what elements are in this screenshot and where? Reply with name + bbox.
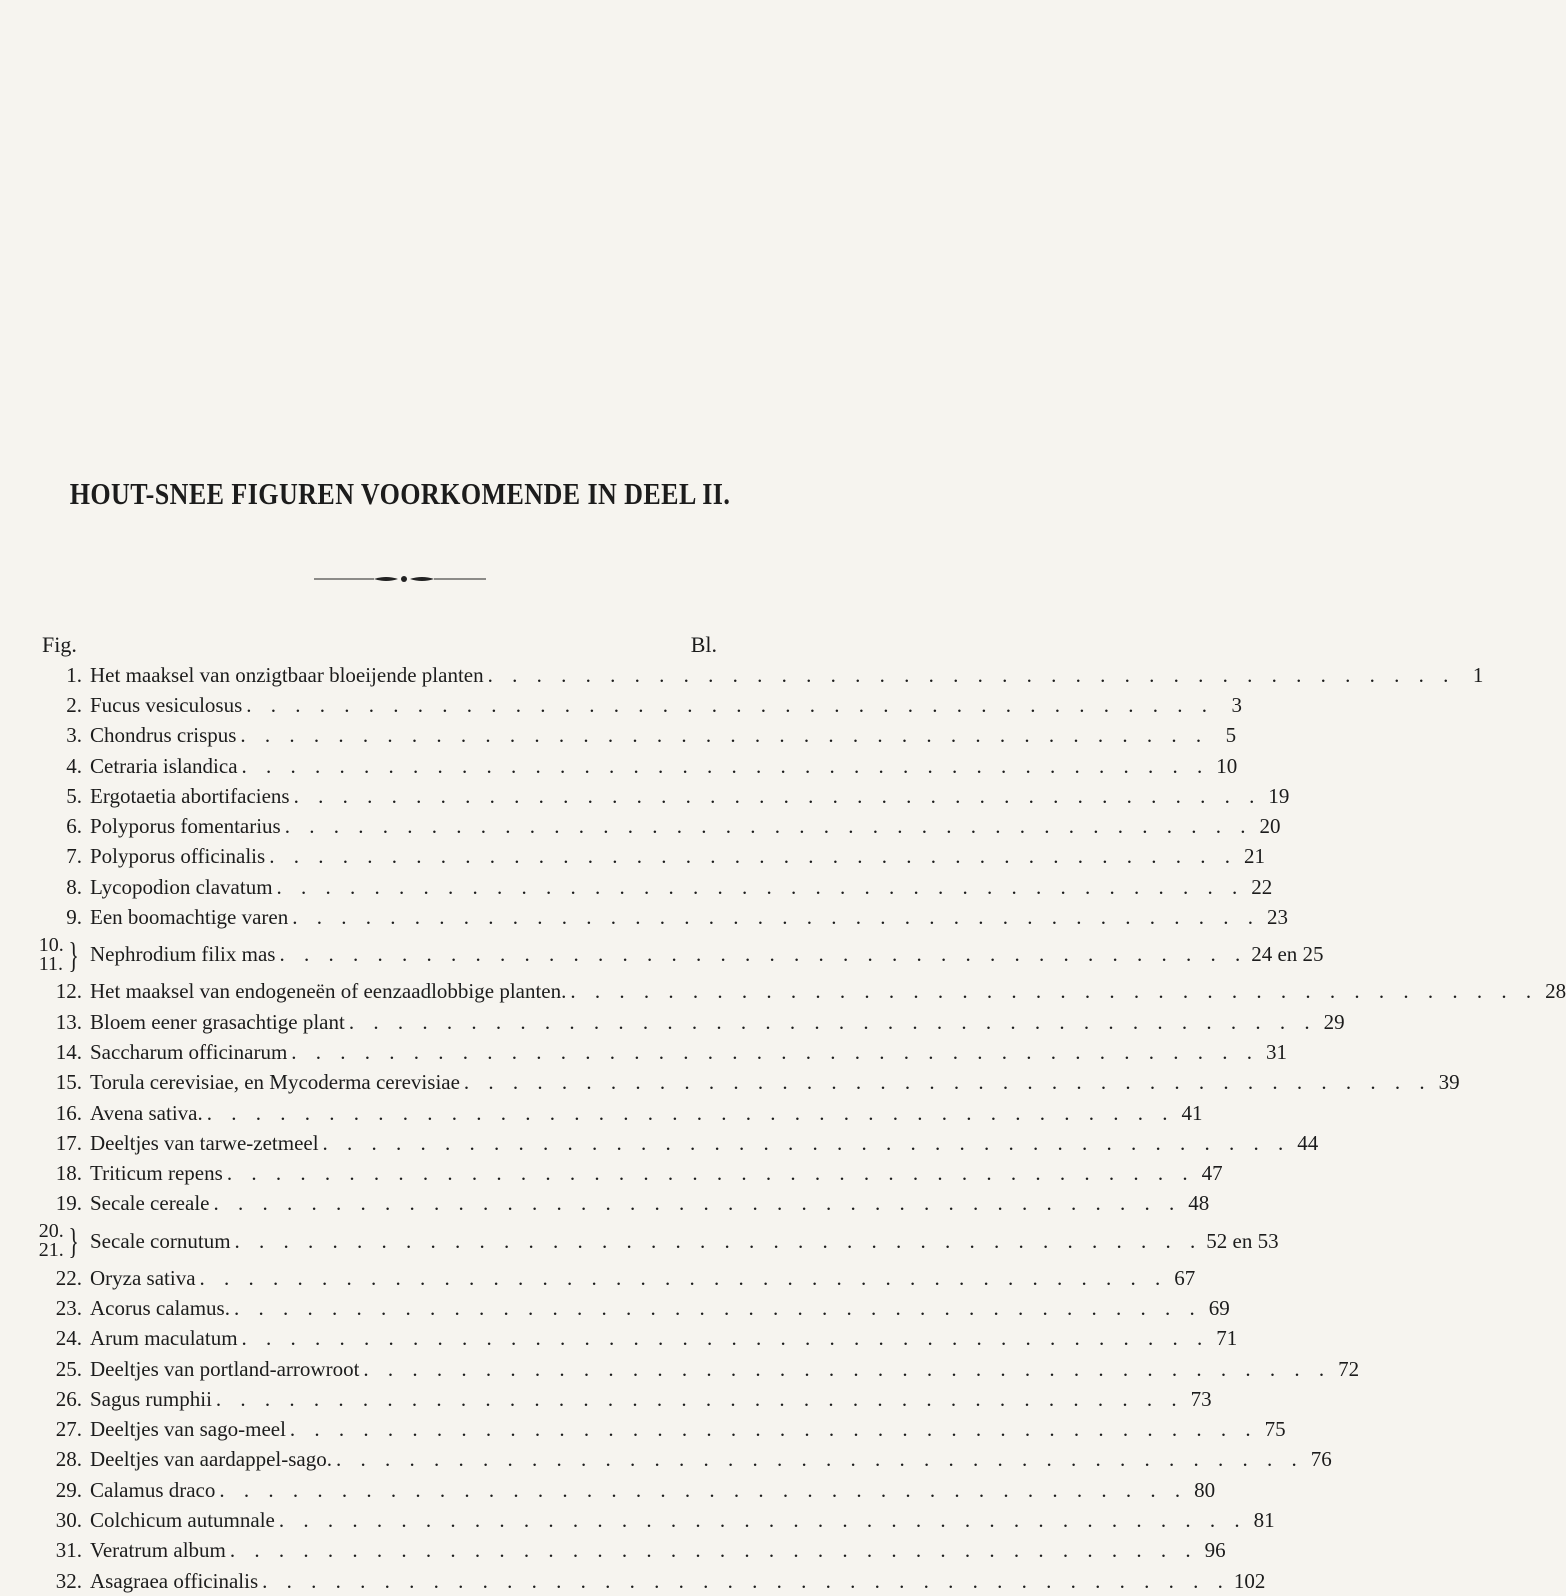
page-number: 3 [1231,692,1242,717]
dot-leader: . . . . . . . . . . . . . . . . . . . . . . . . . . . . . . . . . . . . . . . . [269,844,1237,869]
figure-number: 13. [55,1009,82,1034]
page-number: 67 [1174,1265,1196,1290]
dot-leader: . . . . . . . . . . . . . . . . . . . . . . . . . . . . . . . . . . . . . . . . [292,905,1260,930]
figure-title: Polyporus fomentarius [90,814,281,839]
figure-number: 23. [55,1295,82,1320]
dot-leader: . . . . . . . . . . . . . . . . . . . . . . . . . . . . . . . . . . . . . . . . [215,1386,1184,1411]
list-item [40,811,1281,841]
figure-title: Sagus rumphii [90,1386,212,1411]
dot-leader: . . . . . . . . . . . . . . . . . . . . . . . . . . . . . . . . . . . . . . . . [348,1009,1317,1034]
column-header-fig: Fig. [42,632,77,657]
page-number: 24 en 25 [1251,942,1324,967]
dot-leader: . . . . . . . . . . . . . . . . . . . . . . . . . . . . . . . . . . . . . . . . [241,753,1210,778]
figure-title: Calamus draco [90,1477,216,1502]
figure-number: 5. [66,783,82,808]
page-number: 71 [1216,1326,1238,1351]
figure-title: Oryza sativa [90,1265,196,1290]
page-number: 28 [1545,979,1566,1004]
figure-number: 2. [66,692,82,717]
list-item [40,1263,1196,1293]
dot-leader: . . . . . . . . . . . . . . . . . . . . . . . . . . . . . . . . . . . . . . . . [199,1265,1168,1290]
list-item [40,1415,1286,1445]
figure-number: 28. [55,1447,82,1472]
dot-leader: . . . . . . . . . . . . . . . . . . . . . . . . . . . . . . . . . . . . . . . . [279,942,1248,967]
dot-leader: . . . . . . . . . . . . . . . . . . . . . . . . . . . . . . . . . . . . . . . . [206,1100,1175,1125]
page-number: 72 [1338,1356,1360,1381]
figure-number: 26. [55,1386,82,1411]
list-item [40,1098,1203,1128]
page-number: 44 [1297,1130,1319,1155]
figure-number: 11. [38,952,63,975]
figure-number: 8. [66,874,82,899]
page-number: 52 en 53 [1206,1228,1279,1253]
page-number: 39 [1438,1070,1460,1095]
figure-title: Arum maculatum [90,1326,238,1351]
figure-title: Colchicum autumnale [90,1508,275,1533]
figure-title: Een boomachtige varen [90,905,289,930]
figure-number: 22. [55,1265,82,1290]
page-number: 96 [1204,1538,1226,1563]
page-number: 23 [1267,905,1288,930]
page-number: 69 [1208,1295,1230,1320]
dot-leader: . . . . . . . . . . . . . . . . . . . . . . . . . . . . . . . . . . . . . . . . [234,1228,1203,1253]
dot-leader: . . . . . . . . . . . . . . . . . . . . . . . . . . . . . . . . . . . . . . . . [246,692,1214,717]
figure-title: Ergotaetia abortifaciens [90,783,290,808]
figure-number: 7. [66,844,82,869]
figure-list [38,660,1566,1596]
figure-number: 25. [55,1356,82,1381]
brace-icon: } [68,1221,79,1262]
list-item [40,1475,1216,1505]
figure-number: 6. [66,814,82,839]
figure-title: Nephrodium filix mas [90,942,276,967]
figure-title: Avena sativa. [90,1100,203,1125]
list-item [40,842,1265,872]
page-title: HOUT-SNEE FIGUREN VOORKOMENDE IN DEEL II. [69,476,731,511]
figure-number: 16. [55,1100,82,1125]
page-number: 41 [1181,1100,1203,1125]
dot-leader: . . . . . . . . . . . . . . . . . . . . . . . . . . . . . . . . . . . . . . . . [240,723,1209,748]
dot-leader: . . . . . . . . . . . . . . . . . . . . . . . . . . . . . . . . . . . . . . . . [233,1295,1202,1320]
figure-number: 9. [66,905,82,930]
brace-icon: } [68,934,79,975]
figure-number: 29. [55,1477,82,1502]
figure-number: 4. [66,753,82,778]
list-item [40,1354,1360,1384]
list-item [40,977,1566,1007]
page-number: 102 [1233,1568,1266,1593]
figure-number: 20. [38,1220,64,1243]
figure-title: Fucus vesiculosus [90,692,243,717]
figure-title: Cetraria islandica [90,753,238,778]
figure-title: Secale cereale [90,1191,210,1216]
dot-leader: . . . . . . . . . . . . . . . . . . . . . . . . . . . . . . . . . . . . . . . . [241,1326,1210,1351]
figure-title: Torula cerevisiae, en Mycoderma cerevisiae [90,1070,460,1095]
figure-number: 3. [66,723,82,748]
list-item [40,1037,1288,1067]
page-number: 10 [1216,753,1238,778]
list-item [40,1324,1238,1354]
list-item [40,1128,1319,1158]
list-item [40,721,1237,751]
figure-title: Triticum repens [90,1161,223,1186]
dot-leader: . . . . . . . . . . . . . . . . . . . . . . . . . . . . . . . . . . . . . . . . [463,1070,1432,1095]
figure-number-pair [38,933,82,975]
page-number: 76 [1310,1447,1332,1472]
figure-number: 14. [55,1039,82,1064]
page-number: 31 [1266,1039,1288,1064]
list-item [40,781,1290,811]
page-number: 19 [1268,783,1290,808]
page-number: 29 [1323,1009,1345,1034]
dot-leader: . . . . . . . . . . . . . . . . . . . . . . . . . . . . . . . . . . . . . . . . [278,1508,1247,1533]
dot-leader: . . . . . . . . . . . . . . . . . . . . . . . . . . . . . . . . . . . . . . . . [213,1191,1182,1216]
list-item [40,1007,1345,1037]
figure-number: 30. [55,1508,82,1533]
page-number: 81 [1253,1508,1275,1533]
figure-title: Polyporus officinalis [90,844,266,869]
list-item [40,1158,1223,1188]
figure-number: 24. [55,1326,82,1351]
dot-leader: . . . . . . . . . . . . . . . . . . . . . . . . . . . . . . . . . . . . . . . . [262,1568,1230,1593]
list-item [40,1189,1210,1219]
figure-title: Bloem eener grasachtige plant [90,1009,345,1034]
figure-number: 32. [55,1568,82,1593]
dot-leader: . . . . . . . . . . . . . . . . . . . . . . . . . . . . . . . . . . . . . . . . [322,1130,1291,1155]
figure-number-pair [40,1222,82,1260]
page-number: 1 [1472,662,1484,687]
dot-leader: . . . . . . . . . . . . . . . . . . . . . . . . . . . . . . . . . . . . . . . . [335,1447,1304,1472]
page-number: 21 [1243,844,1265,869]
page-number: 20 [1259,814,1281,839]
list-item [40,902,1288,932]
dot-leader: . . . . . . . . . . . . . . . . . . . . . . . . . . . . . . . . . . . . . . . . [570,979,1539,1004]
figure-title: Acorus calamus. [90,1295,230,1320]
dot-leader: . . . . . . . . . . . . . . . . . . . . . . . . . . . . . . . . . . . . . . . . [487,662,1456,687]
list-item [40,1384,1212,1414]
dot-leader: . . . . . . . . . . . . . . . . . . . . . . . . . . . . . . . . . . . . . . . . [219,1477,1188,1502]
figure-title: Deeltjes van sago-meel [90,1417,286,1442]
list-item [40,751,1238,781]
list-item [40,872,1273,902]
list-item [40,1536,1226,1566]
list-item [40,690,1242,720]
figure-number: 21. [38,1239,64,1262]
page-number: 22 [1251,874,1273,899]
dot-leader: . . . . . . . . . . . . . . . . . . . . . . . . . . . . . . . . . . . . . . . . [293,783,1262,808]
list-item [40,1505,1275,1535]
dot-leader: . . . . . . . . . . . . . . . . . . . . . . . . . . . . . . . . . . . . . . . . [226,1161,1195,1186]
list-item [38,1219,1279,1263]
figure-title: Deeltjes van tarwe-zetmeel [90,1130,319,1155]
list-item [40,1566,1266,1596]
page-number: 48 [1188,1191,1210,1216]
figure-title: Deeltjes van portland-arrowroot [90,1356,360,1381]
list-item [40,1445,1332,1475]
dot-leader: . . . . . . . . . . . . . . . . . . . . . . . . . . . . . . . . . . . . . . . . [229,1538,1198,1563]
figure-title: Secale cornutum [90,1228,231,1253]
column-header-page: Bl. [690,632,717,657]
figure-title: Asagraea officinalis [90,1568,259,1593]
figure-number: 18. [55,1161,82,1186]
figure-title: Het maaksel van onzigtbaar bloeijende planten [90,662,484,687]
dot-leader: . . . . . . . . . . . . . . . . . . . . . . . . . . . . . . . . . . . . . . . . [291,1039,1260,1064]
figure-title: Lycopodion clavatum [90,874,273,899]
figure-number: 1. [66,662,82,687]
figure-title: Chondrus crispus [90,723,237,748]
figure-number: 17. [55,1130,82,1155]
list-item [40,660,1484,690]
figure-number: 12. [55,979,82,1004]
figure-title: Veratrum album [90,1538,226,1563]
figure-title: Saccharum officinarum [90,1039,288,1064]
figure-number: 15. [55,1070,82,1095]
page-number: 73 [1190,1386,1212,1411]
list-item [40,1068,1460,1098]
ornament-divider [314,574,486,584]
dot-leader: . . . . . . . . . . . . . . . . . . . . . . . . . . . . . . . . . . . . . . . . [289,1417,1258,1442]
figure-number: 10. [38,933,64,956]
list-item [38,933,1324,977]
dot-leader: . . . . . . . . . . . . . . . . . . . . . . . . . . . . . . . . . . . . . . . . [363,1356,1332,1381]
page-number: 75 [1264,1417,1286,1442]
figure-title: Het maaksel van endogeneën of eenzaadlobbige planten. [90,979,567,1004]
figure-number: 27. [55,1417,82,1442]
figure-number: 31. [55,1538,82,1563]
dot-leader: . . . . . . . . . . . . . . . . . . . . . . . . . . . . . . . . . . . . . . . . [284,814,1253,839]
page-number: 47 [1201,1161,1223,1186]
page-number: 5 [1225,723,1237,748]
page-number: 80 [1194,1477,1216,1502]
figure-title: Deeltjes van aardappel-sago. [90,1447,332,1472]
list-item [40,1293,1230,1323]
figure-number: 19. [55,1191,82,1216]
dot-leader: . . . . . . . . . . . . . . . . . . . . . . . . . . . . . . . . . . . . . . . . [276,874,1245,899]
